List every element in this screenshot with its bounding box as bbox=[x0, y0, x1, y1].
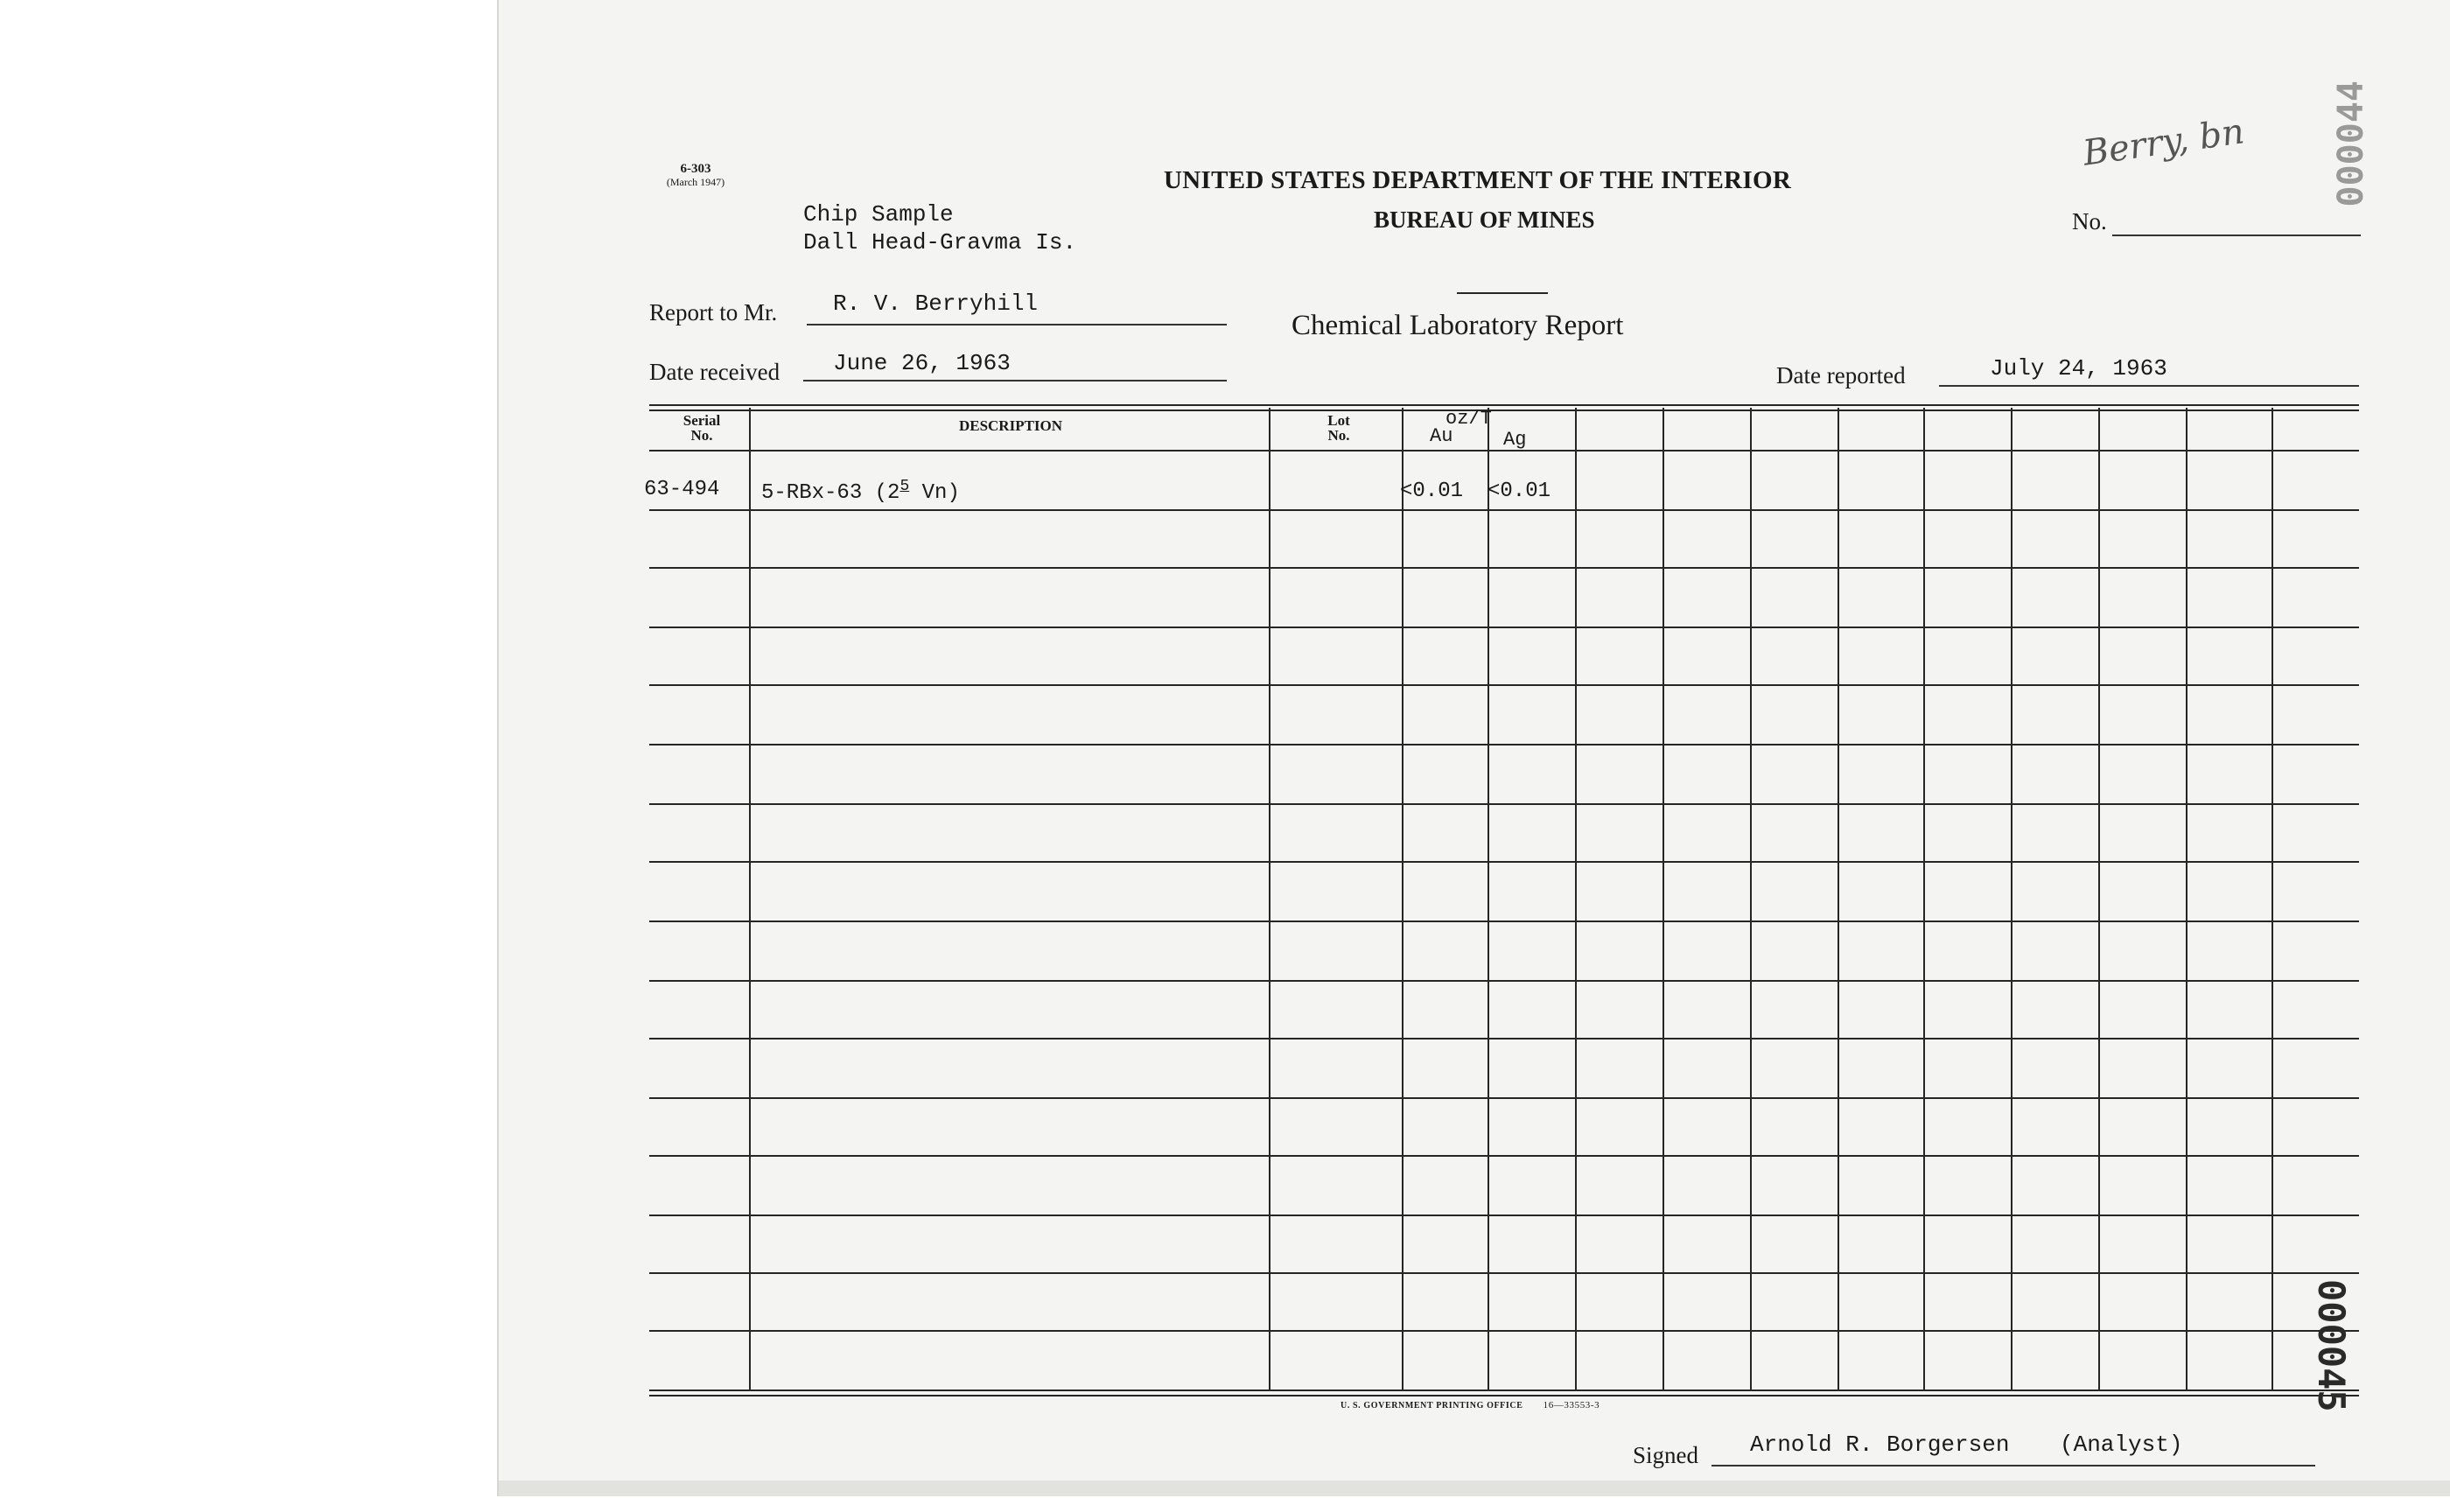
row-rule bbox=[649, 803, 2359, 805]
stamp-bottom: 000045 bbox=[2310, 1279, 2353, 1412]
form-revision: (March 1947) bbox=[666, 176, 725, 188]
row-rule bbox=[649, 626, 2359, 628]
row-serial: 63-494 bbox=[644, 478, 720, 501]
row-ag-value: <0.01 bbox=[1488, 480, 1551, 503]
form-number: 6-303 bbox=[680, 162, 711, 176]
printing-office-text: U. S. GOVERNMENT PRINTING OFFICE bbox=[1340, 1401, 1523, 1410]
row-rule bbox=[649, 509, 2359, 511]
column-divider bbox=[1269, 408, 1270, 1391]
form-code bbox=[648, 163, 744, 189]
column-divider bbox=[2011, 408, 2012, 1391]
row-rule bbox=[649, 684, 2359, 686]
column-divider bbox=[2272, 408, 2273, 1391]
row-rule bbox=[649, 1155, 2359, 1157]
date-reported-label: Date reported bbox=[1776, 362, 1906, 388]
report-to-label: Report to Mr. bbox=[649, 299, 778, 326]
row-description-end: Vn) bbox=[909, 481, 960, 505]
report-to-underline bbox=[807, 324, 1227, 326]
description-header: DESCRIPTION bbox=[958, 417, 1063, 434]
lot-header-line1: Lot bbox=[1327, 412, 1350, 429]
lot-header-line2: No. bbox=[1327, 427, 1350, 444]
row-au-value: <0.01 bbox=[1400, 480, 1464, 503]
signed-role: (Analyst) bbox=[2060, 1432, 2183, 1458]
row-rule bbox=[649, 1214, 2359, 1216]
row-rule bbox=[649, 1097, 2359, 1099]
column-divider bbox=[1662, 408, 1664, 1391]
signed-label: Signed bbox=[1633, 1442, 1699, 1468]
row-description bbox=[761, 478, 960, 505]
date-received-underline bbox=[803, 380, 1227, 382]
handwritten-note: Berry, bn bbox=[2080, 111, 2247, 174]
row-rule bbox=[649, 1330, 2359, 1332]
date-received-value: June 26, 1963 bbox=[833, 350, 1011, 376]
lot-header bbox=[1304, 413, 1374, 443]
bureau-title: BUREAU OF MINES bbox=[1374, 206, 1595, 233]
row-rule bbox=[649, 980, 2359, 982]
table-top-rule-2 bbox=[649, 410, 2359, 411]
row-rule bbox=[649, 1038, 2359, 1040]
column-divider bbox=[749, 408, 751, 1391]
department-title: UNITED STATES DEPARTMENT OF THE INTERIOR bbox=[1164, 166, 1792, 194]
column-divider bbox=[1402, 408, 1404, 1391]
date-reported-underline bbox=[1939, 385, 2359, 387]
stamp-top: 000044 bbox=[2331, 80, 2371, 207]
row-description-text: 5-RBx-63 (2 bbox=[761, 481, 900, 505]
column-divider bbox=[1923, 408, 1925, 1391]
table-bottom-rule-2 bbox=[649, 1395, 2359, 1396]
title-divider bbox=[1457, 292, 1548, 294]
column-divider bbox=[1750, 408, 1752, 1391]
row-rule bbox=[649, 1272, 2359, 1274]
serial-header bbox=[667, 413, 737, 443]
no-underline bbox=[2112, 234, 2361, 236]
row-description-fraction: 5 bbox=[900, 478, 910, 495]
serial-header-line2: No. bbox=[690, 427, 713, 444]
column-divider bbox=[2186, 408, 2188, 1391]
column-divider bbox=[2098, 408, 2100, 1391]
sample-line-1: Chip Sample bbox=[803, 201, 954, 228]
row-rule bbox=[649, 920, 2359, 922]
row-rule bbox=[649, 744, 2359, 746]
column-divider bbox=[1838, 408, 1839, 1391]
printing-code: 16—33553-3 bbox=[1543, 1400, 1600, 1410]
sample-line-2: Dall Head-Gravma Is. bbox=[803, 229, 1077, 256]
printing-office bbox=[1340, 1400, 1600, 1410]
serial-header-line1: Serial bbox=[682, 412, 721, 429]
unit-header: oz/T bbox=[1446, 408, 1492, 430]
report-title: Chemical Laboratory Report bbox=[1292, 310, 1624, 341]
row-rule bbox=[649, 861, 2359, 863]
column-divider bbox=[1488, 408, 1489, 1391]
row-rule bbox=[649, 567, 2359, 569]
table-bottom-rule-1 bbox=[649, 1390, 2359, 1391]
au-header: Au bbox=[1430, 425, 1453, 447]
column-divider bbox=[1575, 408, 1577, 1391]
signed-value: Arnold R. Borgersen bbox=[1750, 1432, 2010, 1458]
no-label: No. bbox=[2072, 208, 2107, 234]
signed-underline bbox=[1712, 1465, 2315, 1466]
date-reported-value: July 24, 1963 bbox=[1990, 355, 2167, 382]
report-to-value: R. V. Berryhill bbox=[833, 290, 1039, 317]
date-received-label: Date received bbox=[649, 359, 780, 385]
table-top-rule-1 bbox=[649, 404, 2359, 406]
ag-header: Ag bbox=[1503, 429, 1527, 451]
